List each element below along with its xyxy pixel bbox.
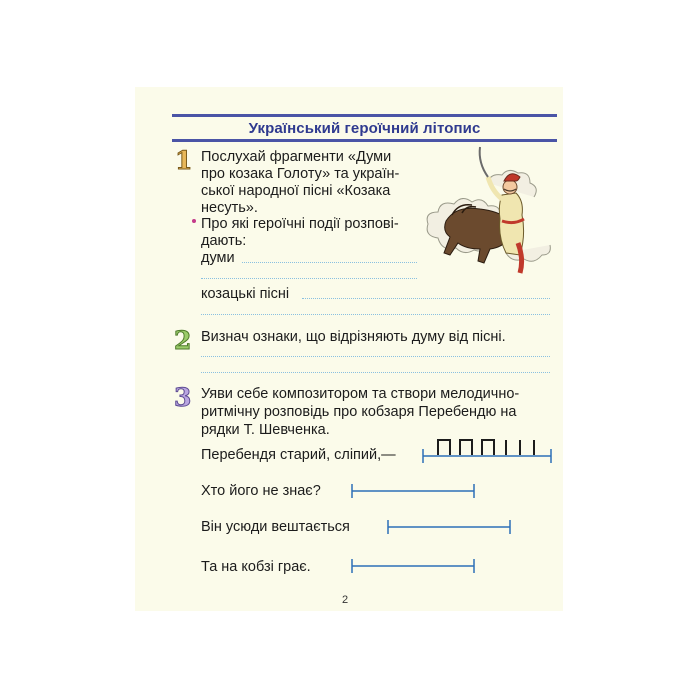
verse-line-2: Хто його не знає? xyxy=(201,483,321,499)
verse-line-3: Він усюди вештається xyxy=(201,519,350,535)
answer-line-songs-2[interactable] xyxy=(201,314,550,315)
section-title: Український героїчний літопис xyxy=(248,119,481,137)
page-number: 2 xyxy=(342,594,349,606)
rhythm-line-4[interactable] xyxy=(350,558,476,574)
cossack-illustration xyxy=(418,143,558,283)
task-2-answer-line-1[interactable] xyxy=(201,356,550,357)
task-3-text-line-3: рядки Т. Шевченка. xyxy=(201,422,330,438)
verse-line-4: Та на кобзі грає. xyxy=(201,559,311,575)
rhythm-line-3[interactable] xyxy=(386,519,512,535)
task-1-text-line-2: про козака Голоту» та україн- xyxy=(201,166,400,182)
section-header xyxy=(172,114,557,142)
answer-line-dumy-2[interactable] xyxy=(201,278,417,279)
task-3-text-line-2: ритмічну розповідь про кобзаря Перебендю на xyxy=(201,404,517,420)
task-3-text-line-1: Уяви себе композитором та створи мелодично- xyxy=(201,386,520,402)
answer-line-songs-1[interactable] xyxy=(302,298,550,299)
task-2-text: Визнач ознаки, що відрізняють думу від пісні. xyxy=(201,329,506,345)
rhythm-line-2[interactable] xyxy=(350,483,476,499)
answer-line-dumy-1[interactable] xyxy=(242,262,417,263)
task-1-text-line-3: ської народної пісні «Козака xyxy=(201,183,391,199)
task-1-text-line-1: Послухай фрагменти «Думи xyxy=(201,149,392,165)
task-1-number: 1 xyxy=(175,146,193,175)
rhythm-line-1[interactable] xyxy=(420,436,554,466)
answer-label-dumy: думи xyxy=(201,250,235,266)
task-2-answer-line-2[interactable] xyxy=(201,372,550,373)
answer-label-songs: козацькі пісні xyxy=(201,286,290,302)
rhythm-notes-icon xyxy=(438,440,534,455)
verse-line-1: Перебендя старий, сліпий,— xyxy=(201,447,396,463)
question-bullet-icon xyxy=(192,219,196,223)
task-3-number: 3 xyxy=(174,383,192,412)
task-1-question-line-1: Про які героїчні події розпові- xyxy=(201,216,399,232)
task-2-number: 2 xyxy=(174,326,192,355)
task-1-question-line-2: дають: xyxy=(201,233,247,249)
task-1-text-line-4: несуть». xyxy=(201,200,258,216)
